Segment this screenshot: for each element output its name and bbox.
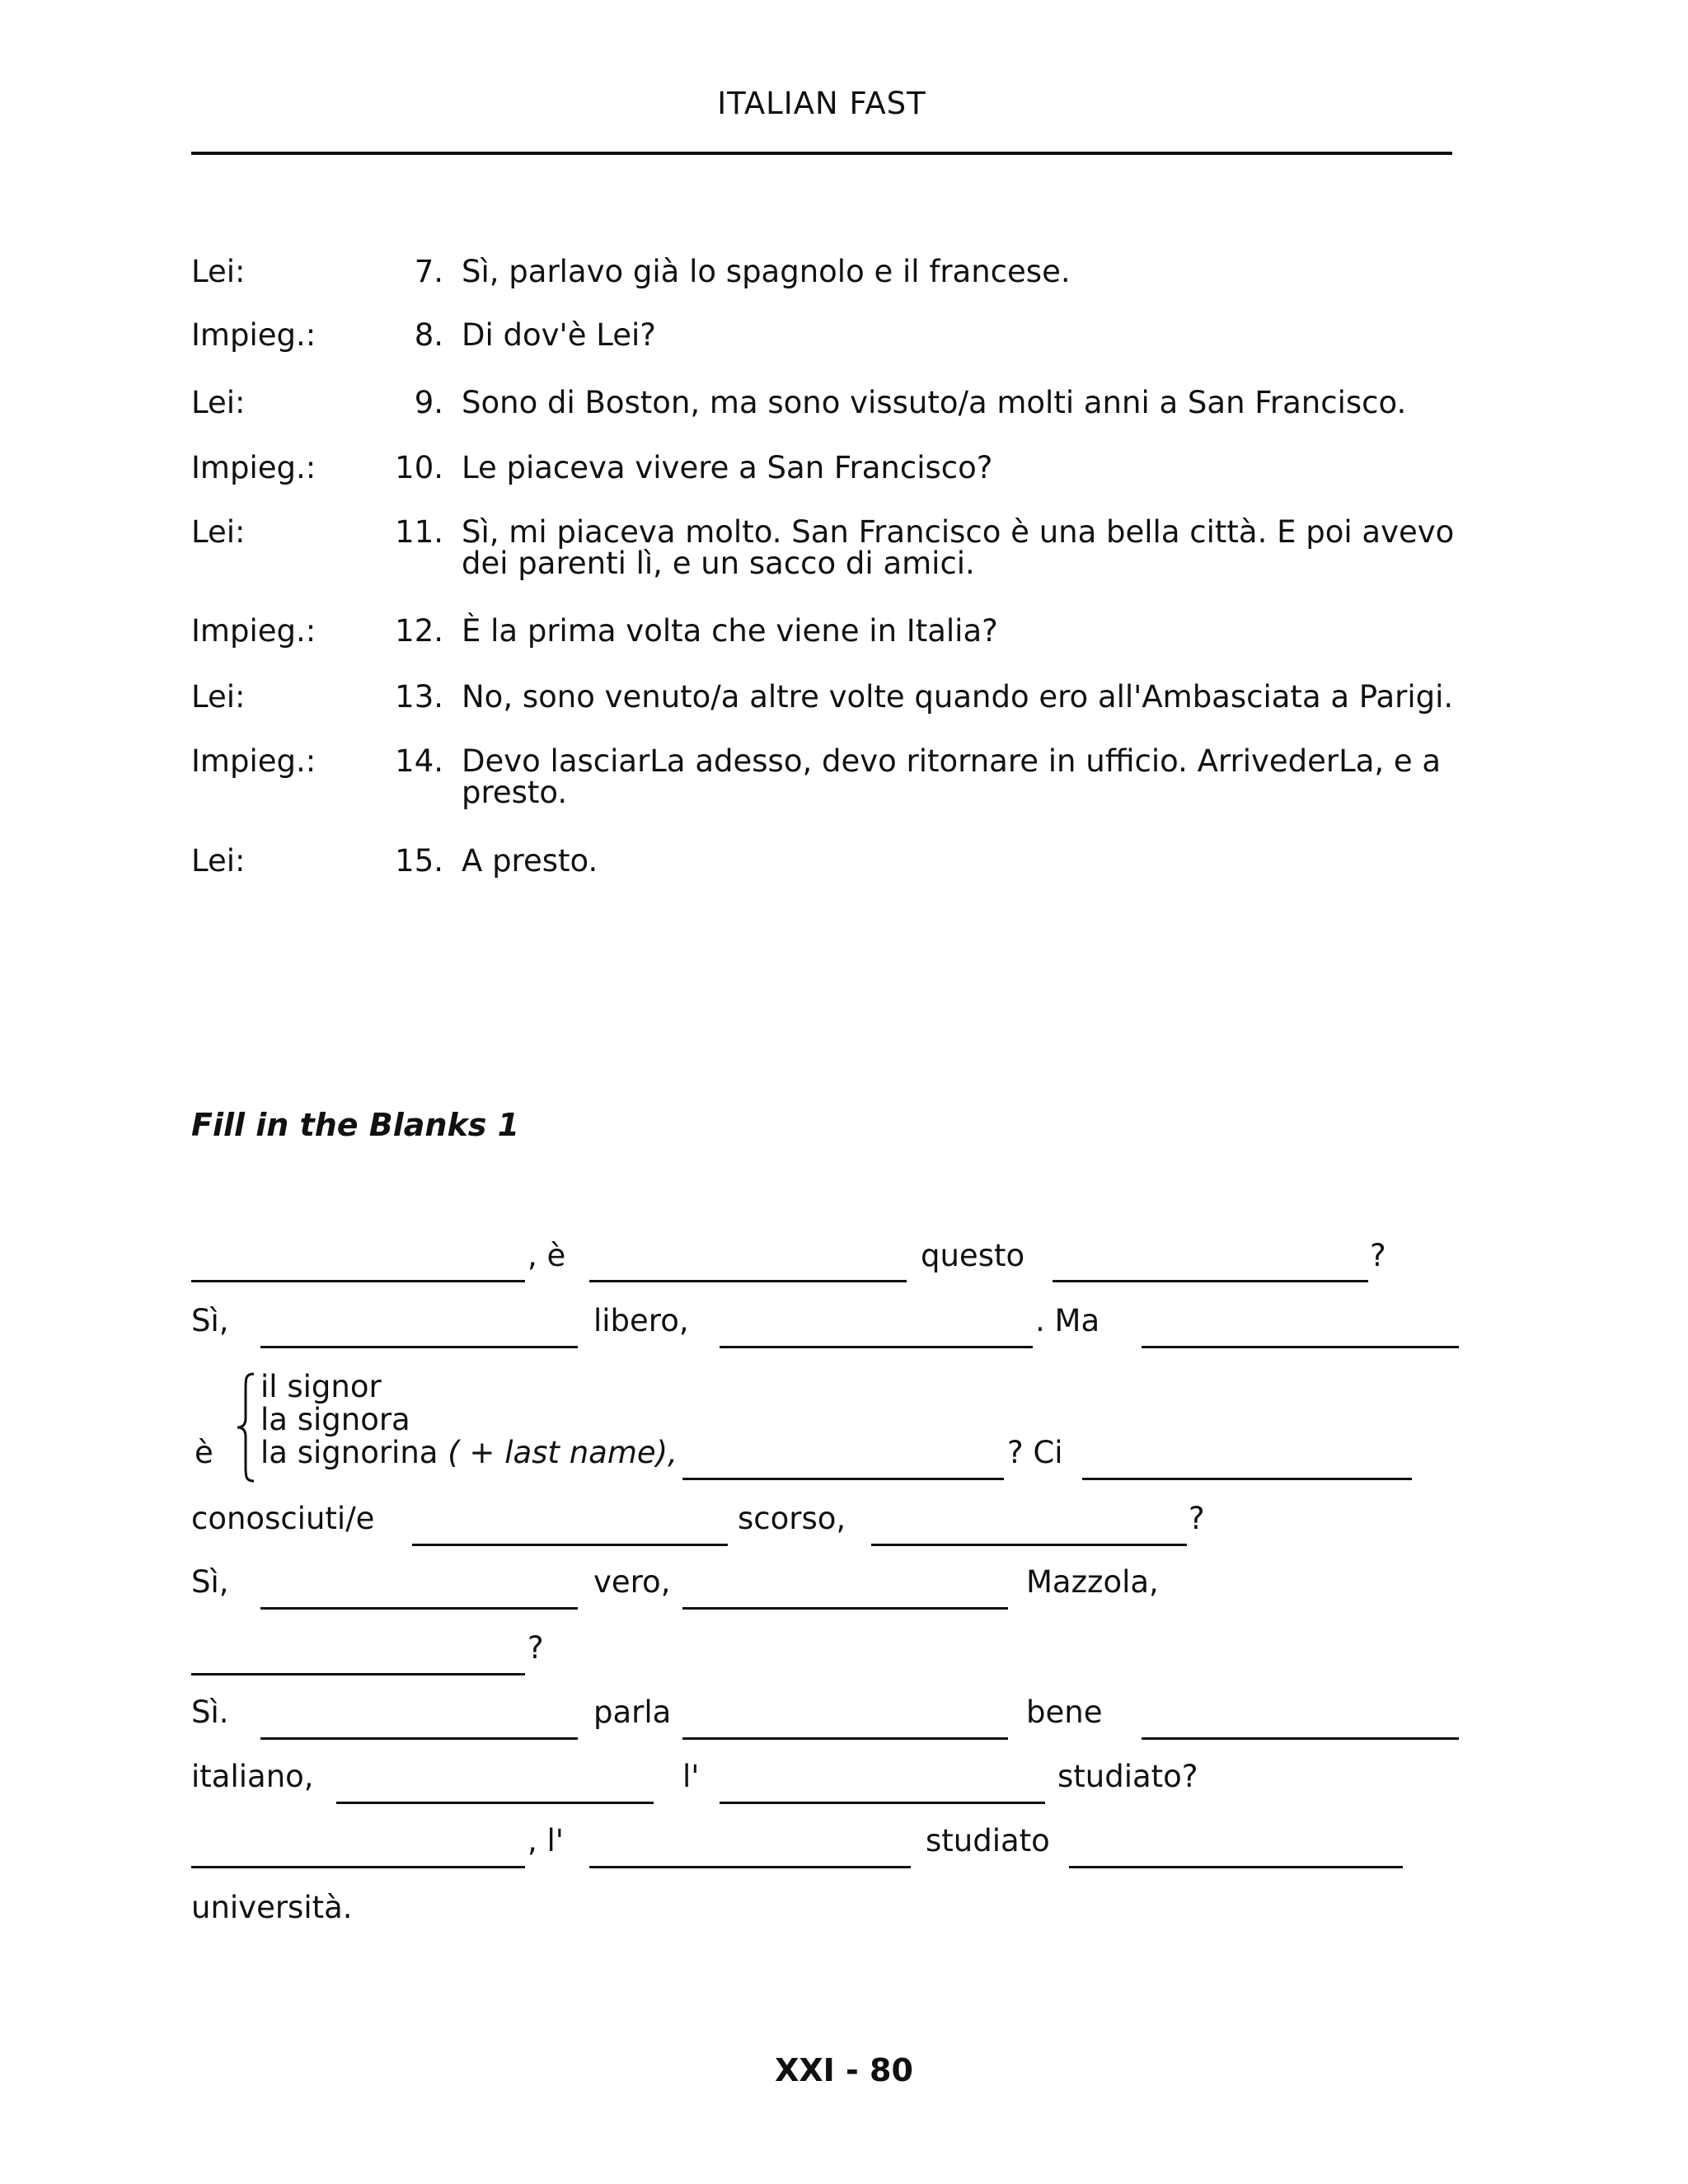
- answer-blank[interactable]: [336, 1802, 654, 1804]
- answer-blank[interactable]: [1142, 1346, 1459, 1348]
- brace-option: il signor: [260, 1369, 382, 1404]
- answer-blank[interactable]: [260, 1346, 578, 1348]
- dialog-line: Le piaceva vivere a San Francisco?: [462, 450, 993, 485]
- dialog-line: Sono di Boston, ma sono vissuto/a molti anni a San Francisco.: [462, 385, 1407, 420]
- line-number: 8.: [414, 317, 443, 353]
- line-number: 9.: [414, 385, 443, 420]
- prompt-text: Sì,: [191, 1303, 229, 1338]
- answer-blank[interactable]: [260, 1737, 578, 1740]
- line-number: 7.: [414, 254, 443, 289]
- brace-option: la signora: [260, 1402, 410, 1437]
- note-open: ( +: [448, 1435, 495, 1470]
- prompt-text: Sì,: [191, 1564, 229, 1600]
- page-number: XXI - 80: [775, 2052, 913, 2088]
- speaker-label: Impieg.:: [191, 317, 316, 353]
- dialog-line: È la prima volta che viene in Italia?: [462, 613, 998, 649]
- line-number: 14.: [395, 743, 443, 779]
- prompt-text: ? Ci: [1007, 1435, 1063, 1470]
- answer-blank[interactable]: [1082, 1478, 1412, 1480]
- answer-blank[interactable]: [871, 1544, 1187, 1546]
- speaker-label: Lei:: [191, 254, 246, 289]
- prompt-text: scorso,: [738, 1501, 846, 1536]
- prompt-text: . Ma: [1035, 1303, 1100, 1338]
- answer-blank[interactable]: [682, 1478, 1004, 1480]
- note-last-name: last name: [504, 1435, 656, 1470]
- line-number: 13.: [395, 679, 443, 715]
- answer-blank[interactable]: [412, 1544, 728, 1546]
- speaker-label: Impieg.:: [191, 743, 316, 779]
- dialog-line: Sì, parlavo già lo spagnolo e il francese.: [462, 254, 1071, 289]
- prompt-text: università.: [191, 1890, 353, 1925]
- line-number: 15.: [395, 843, 443, 879]
- speaker-label: Lei:: [191, 385, 246, 420]
- speaker-label: Lei:: [191, 679, 246, 715]
- prompt-text: ?: [528, 1630, 544, 1666]
- prompt-text: ?: [1189, 1501, 1205, 1536]
- answer-blank[interactable]: [720, 1802, 1045, 1804]
- exercise-title: Fill in the Blanks 1: [191, 1107, 520, 1143]
- prompt-text: italiano,: [191, 1759, 314, 1794]
- dialog-line: A presto.: [462, 843, 598, 879]
- answer-blank[interactable]: [682, 1737, 1008, 1740]
- header-rule: [191, 152, 1452, 155]
- answer-blank[interactable]: [1069, 1866, 1403, 1868]
- prompt-text: Sì.: [191, 1694, 229, 1730]
- prompt-text: studiato: [926, 1823, 1050, 1858]
- answer-blank[interactable]: [720, 1346, 1033, 1348]
- line-number: 11.: [395, 514, 443, 550]
- prompt-text: studiato?: [1057, 1759, 1198, 1794]
- line-number: 12.: [395, 613, 443, 649]
- prompt-text: vero,: [593, 1564, 671, 1600]
- speaker-label: Impieg.:: [191, 613, 316, 649]
- prompt-text: , l': [528, 1823, 564, 1858]
- prompt-text: libero,: [593, 1303, 689, 1338]
- brace: [236, 1372, 257, 1483]
- brace-option-with-note: [260, 1436, 678, 1469]
- dialog-line: Devo lasciarLa adesso, devo ritornare in ufficio. ArrivederLa, e a presto.: [462, 743, 1442, 810]
- prompt-text: ?: [1370, 1238, 1386, 1273]
- speaker-label: Lei:: [191, 843, 246, 879]
- line-number: 10.: [395, 450, 443, 485]
- answer-blank[interactable]: [191, 1866, 525, 1868]
- note-close: ),: [655, 1435, 678, 1470]
- prompt-text: Mazzola,: [1026, 1564, 1159, 1600]
- answer-blank[interactable]: [682, 1607, 1008, 1610]
- speaker-label: Lei:: [191, 514, 246, 550]
- prompt-text: bene: [1026, 1694, 1103, 1730]
- prompt-text: , è: [528, 1238, 566, 1273]
- answer-blank[interactable]: [589, 1280, 907, 1282]
- answer-blank[interactable]: [1142, 1737, 1459, 1740]
- prompt-text: l': [682, 1759, 700, 1794]
- dialog-line: Sì, mi piaceva molto. San Francisco è una bella città. E poi avevo dei parenti lì, e un sacco di amici.: [462, 514, 1455, 581]
- running-head: ITALIAN FAST: [717, 86, 926, 121]
- prompt-text: parla: [593, 1694, 672, 1730]
- brace-option: la signorina: [260, 1435, 438, 1470]
- answer-blank[interactable]: [260, 1607, 578, 1610]
- dialog-line: No, sono venuto/a altre volte quando ero all'Ambasciata a Parigi.: [462, 679, 1454, 715]
- answer-blank[interactable]: [589, 1866, 911, 1868]
- prompt-text: conosciuti/e: [191, 1501, 375, 1536]
- speaker-label: Impieg.:: [191, 450, 316, 485]
- answer-blank[interactable]: [191, 1673, 525, 1675]
- answer-blank[interactable]: [1053, 1280, 1368, 1282]
- answer-blank[interactable]: [191, 1280, 525, 1282]
- prompt-text: questo: [921, 1238, 1025, 1273]
- prompt-text: è: [195, 1435, 213, 1470]
- dialog-line: Di dov'è Lei?: [462, 317, 656, 353]
